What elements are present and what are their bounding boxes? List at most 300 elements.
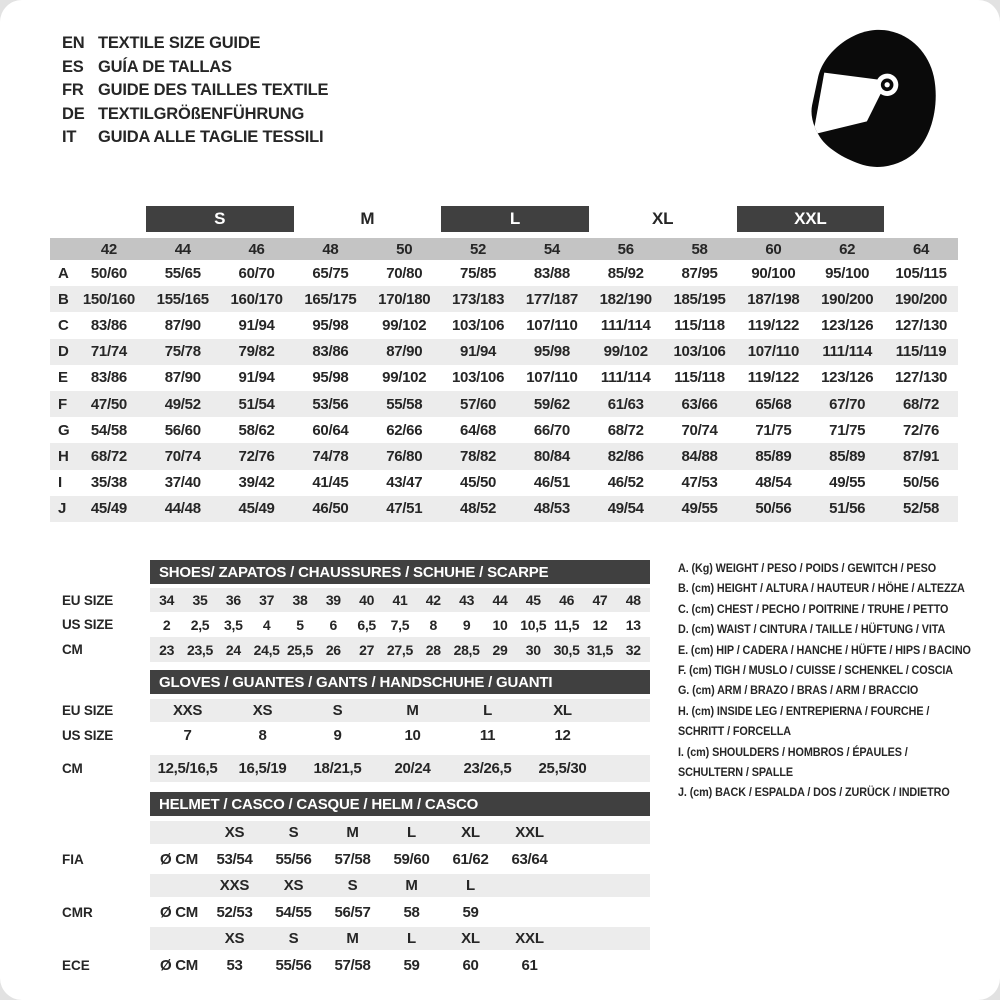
measurement-legend <box>678 558 971 803</box>
shoes-value-cell: 34 <box>159 592 175 608</box>
helmet-value-cell: 55/56 <box>275 956 312 974</box>
measurement-value-cell: 123/126 <box>821 369 874 387</box>
measurement-value-cell: 45/49 <box>238 500 275 518</box>
numeric-size-cell: 58 <box>691 240 708 258</box>
measurement-value-cell: 44/48 <box>164 500 201 518</box>
shoes-value-cell: 32 <box>625 641 641 658</box>
helmet-value-cell: 54/55 <box>275 903 312 921</box>
standard-label-column <box>48 927 150 980</box>
standard-table <box>150 874 650 927</box>
measurement-value-cell: 83/86 <box>90 316 127 334</box>
measurement-value-cell: 83/88 <box>533 264 570 282</box>
measurement-value-cell: 85/89 <box>829 447 866 465</box>
row-letter: A <box>58 264 69 282</box>
shoes-value-cell: 8 <box>429 616 438 633</box>
measurement-value-cell: 47/53 <box>681 474 718 492</box>
shoes-value-band <box>150 637 650 662</box>
row-letter: E <box>58 369 68 387</box>
shoes-value-cell: 11,5 <box>553 616 580 633</box>
shoes-value-cell: 6 <box>329 616 338 633</box>
measurement-row <box>50 391 958 417</box>
shoes-value-cell: 26 <box>325 641 341 658</box>
measurement-value-cell: 119/122 <box>747 369 800 387</box>
numeric-size-cell: 42 <box>100 240 117 258</box>
helmet-size-cell: XS <box>283 877 304 894</box>
racing-helmet-icon <box>810 28 942 170</box>
measurement-value-cell: 160/170 <box>230 290 283 308</box>
shoes-value-cell: 9 <box>462 616 471 633</box>
measurement-value-cell: 48/53 <box>533 500 570 518</box>
measurement-value-cell: 71/74 <box>90 343 127 361</box>
measurement-value-cell: 82/86 <box>607 447 644 465</box>
measurement-value-cell: 56/60 <box>164 421 201 439</box>
helmet-size-cell: M <box>405 877 418 894</box>
measurement-value-cell: 63/66 <box>681 395 718 413</box>
shoes-value-cell: 24 <box>225 641 241 658</box>
gloves-value-cell: XS <box>252 702 273 719</box>
shoes-value-cell: 24,5 <box>253 641 280 658</box>
unit-label: Ø CM <box>160 850 198 868</box>
shoes-value-cell: 10 <box>492 616 508 633</box>
helmet-value-cell: 63/64 <box>511 850 548 868</box>
size-group-header <box>50 206 958 232</box>
row-letter: I <box>58 474 62 492</box>
gloves-value-cell: 7 <box>183 727 192 744</box>
measurement-value-cell: 177/187 <box>525 290 578 308</box>
gloves-value-cell: 10 <box>404 727 421 744</box>
measurement-value-cell: 107/110 <box>526 369 578 387</box>
measurement-value-cell: 95/98 <box>533 343 570 361</box>
shoes-value-cell: 30,5 <box>553 641 580 658</box>
language-row <box>62 79 328 103</box>
measurement-value-cell: 70/80 <box>386 264 423 282</box>
gloves-value-band <box>150 699 650 722</box>
unit-label: Ø CM <box>160 956 198 974</box>
measurement-value-cell: 41/45 <box>312 474 349 492</box>
shoes-value-band <box>150 588 650 612</box>
measurement-value-cell: 51/56 <box>829 500 866 518</box>
legend-line: E. (cm) HIP / CADERA / HANCHE / HÜFTE / HIPS / BACINO <box>678 642 971 657</box>
size-group-empty <box>72 206 146 232</box>
measurement-row <box>50 286 958 312</box>
helmet-size-header-row <box>150 821 650 844</box>
unit-label: Ø CM <box>160 903 198 921</box>
legend-line: SCHRITT / FORCELLA <box>678 724 791 739</box>
row-letter: J <box>58 500 67 518</box>
language-title: TEXTILGRÖßENFÜHRUNG <box>98 104 305 123</box>
helmet-standard-ece <box>48 927 960 980</box>
measurement-value-cell: 49/55 <box>829 474 866 492</box>
helmet-value-cell: 57/58 <box>334 956 371 974</box>
shoes-value-cell: 13 <box>625 616 641 633</box>
measurement-value-cell: 79/82 <box>238 343 275 361</box>
measurement-value-cell: 61/63 <box>607 395 644 413</box>
row-label: CM <box>62 761 83 776</box>
measurement-value-cell: 91/94 <box>460 343 497 361</box>
gloves-value-cell: 23/26,5 <box>463 760 512 777</box>
shoes-value-cell: 37 <box>259 592 275 608</box>
gloves-value-cell: 12,5/16,5 <box>157 760 218 777</box>
measurement-value-cell: 45/49 <box>90 500 127 518</box>
helmet-size-cell: XS <box>224 930 245 947</box>
size-group-xl: XL <box>652 209 674 228</box>
measurement-value-cell: 87/95 <box>681 264 718 282</box>
gloves-section-title: GLOVES / GUANTES / GANTS / HANDSCHUHE / GUANTI <box>150 670 650 694</box>
numeric-size-cell: 44 <box>174 240 191 258</box>
helmet-size-cell: L <box>407 824 416 841</box>
shoes-value-cell: 6,5 <box>357 616 376 633</box>
measurement-row <box>50 470 958 496</box>
measurement-value-cell: 50/60 <box>90 264 127 282</box>
row-letter: B <box>58 290 69 308</box>
shoes-value-cell: 3,5 <box>224 616 243 633</box>
row-label: EU SIZE <box>62 703 114 718</box>
measurement-value-cell: 111/114 <box>600 369 651 387</box>
language-code: ES <box>62 57 84 76</box>
measurement-row <box>50 339 958 365</box>
helmet-size-cell: S <box>347 877 358 894</box>
shoes-value-cell: 27 <box>359 641 375 658</box>
measurement-value-cell: 165/175 <box>304 290 357 308</box>
numeric-size-cell: 64 <box>912 240 930 258</box>
helmet-value-cell: 53/54 <box>216 850 253 868</box>
measurement-value-cell: 83/86 <box>312 343 349 361</box>
helmet-size-cell: M <box>346 930 359 947</box>
row-label: CM <box>62 642 83 657</box>
legend-line: B. (cm) HEIGHT / ALTURA / HAUTEUR / HÖHE / ALTEZZA <box>678 581 965 596</box>
measurement-row <box>50 417 958 443</box>
measurement-row <box>50 365 958 391</box>
measurement-value-cell: 78/82 <box>460 447 497 465</box>
helmet-size-cell: XS <box>224 824 245 841</box>
helmet-value-cell: 55/56 <box>275 850 312 868</box>
shoes-value-cell: 42 <box>425 592 441 608</box>
helmet-value-cell: 52/53 <box>216 903 253 921</box>
standard-table <box>150 821 650 874</box>
measurement-value-cell: 68/72 <box>607 421 644 439</box>
shoes-value-cell: 27,5 <box>386 641 413 658</box>
shoes-value-cell: 36 <box>225 592 241 608</box>
measurement-value-cell: 39/42 <box>238 474 275 492</box>
measurement-value-cell: 55/65 <box>164 264 201 282</box>
measurement-value-cell: 54/58 <box>90 421 127 439</box>
measurement-value-cell: 111/114 <box>600 316 651 334</box>
measurement-value-cell: 84/88 <box>681 447 718 465</box>
language-title: TEXTILE SIZE GUIDE <box>98 34 261 53</box>
measurement-value-cell: 115/118 <box>674 316 725 334</box>
measurement-value-cell: 70/74 <box>164 447 201 465</box>
legend-line: SCHULTERN / SPALLE <box>678 765 793 780</box>
language-code: DE <box>62 104 85 123</box>
measurement-row <box>50 496 958 522</box>
standard-label: ECE <box>62 957 90 973</box>
measurement-rows <box>50 260 958 522</box>
measurement-value-cell: 66/70 <box>533 421 570 439</box>
size-groups <box>72 206 958 232</box>
measurement-value-cell: 185/195 <box>673 290 726 308</box>
measurement-value-cell: 71/75 <box>829 421 866 439</box>
numeric-size-cell: 60 <box>765 240 782 258</box>
measurement-value-cell: 99/102 <box>603 343 648 361</box>
shoes-value-cell: 25,5 <box>286 641 313 658</box>
shoes-value-cell: 48 <box>625 592 641 608</box>
language-code: EN <box>62 34 85 53</box>
measurement-value-cell: 68/72 <box>903 395 940 413</box>
helmet-value-cell: 59 <box>462 903 479 921</box>
numeric-size-cell: 52 <box>470 240 487 258</box>
shoes-value-cell: 30 <box>525 641 541 658</box>
language-title: GUIDE DES TAILLES TEXTILE <box>98 81 329 100</box>
shoes-value-cell: 31,5 <box>586 641 613 658</box>
shoes-value-cell: 43 <box>459 592 475 608</box>
measurement-value-cell: 105/115 <box>895 264 947 282</box>
measurement-value-cell: 170/180 <box>378 290 431 308</box>
helmet-value-cell: 58 <box>403 903 420 921</box>
helmet-size-cell: S <box>288 930 299 947</box>
measurement-value-cell: 46/50 <box>312 500 349 518</box>
numeric-size-band <box>50 238 958 260</box>
measurement-value-cell: 46/51 <box>533 474 570 492</box>
measurement-value-cell: 190/200 <box>894 290 948 308</box>
shoes-value-cell: 23,5 <box>186 641 214 658</box>
legend-line: G. (cm) ARM / BRAZO / BRAS / ARM / BRACCIO <box>678 683 919 698</box>
legend-line: A. (Kg) WEIGHT / PESO / POIDS / GEWITCH / PESO <box>678 561 937 575</box>
row-letter: F <box>58 395 67 413</box>
size-group-empty <box>884 206 958 232</box>
shoes-value-cell: 41 <box>392 592 408 608</box>
measurement-value-cell: 53/56 <box>312 395 349 413</box>
measurement-value-cell: 173/183 <box>451 290 505 308</box>
language-code: FR <box>62 81 84 100</box>
helmet-size-header-row <box>150 874 650 897</box>
row-label: EU SIZE <box>62 592 114 608</box>
helmet-value-cell: 56/57 <box>334 903 371 921</box>
shoes-value-cell: 29 <box>492 641 508 658</box>
legend-line: H. (cm) INSIDE LEG / ENTREPIERNA / FOURCHE / <box>678 703 930 718</box>
gloves-value-cell: XL <box>553 702 572 719</box>
gloves-value-cell: 9 <box>333 727 342 744</box>
gloves-value-cell: L <box>483 702 492 719</box>
language-row <box>62 103 328 127</box>
legend-line: F. (cm) TIGH / MUSLO / CUISSE / SCHENKEL / COSCIA <box>678 663 954 678</box>
measurement-value-cell: 50/56 <box>903 474 940 492</box>
gloves-value-band <box>150 755 650 782</box>
numeric-size-cell: 50 <box>396 240 413 258</box>
letter-column-spacer <box>50 206 72 232</box>
measurement-value-cell: 91/94 <box>238 316 275 334</box>
gloves-value-cell: 8 <box>258 727 267 744</box>
measurement-value-cell: 90/100 <box>751 264 796 282</box>
measurement-value-cell: 64/68 <box>460 421 497 439</box>
helmet-value-cell: 61/62 <box>452 850 489 868</box>
measurement-value-cell: 119/122 <box>747 316 800 334</box>
measurement-value-cell: 75/85 <box>460 264 497 282</box>
measurement-value-cell: 87/91 <box>903 447 940 465</box>
measurement-value-cell: 50/56 <box>755 500 792 518</box>
helmet-size-cell: XXL <box>515 930 544 947</box>
gloves-value-cell: XXS <box>172 702 203 719</box>
row-letter: D <box>58 343 69 361</box>
measurement-value-cell: 190/200 <box>821 290 874 308</box>
language-row <box>62 32 328 56</box>
measurement-value-cell: 75/78 <box>164 343 201 361</box>
measurement-value-cell: 65/75 <box>312 264 349 282</box>
language-code: IT <box>62 128 77 147</box>
shoes-value-cell: 12 <box>592 616 608 633</box>
gloves-value-cell: S <box>332 702 343 719</box>
standard-label: FIA <box>62 851 84 867</box>
measurement-value-cell: 155/165 <box>156 290 209 308</box>
measurement-value-cell: 87/90 <box>164 369 201 387</box>
measurement-value-cell: 49/54 <box>607 500 644 518</box>
measurement-value-cell: 80/84 <box>533 447 570 465</box>
measurement-value-cell: 103/106 <box>451 369 505 387</box>
measurement-value-cell: 87/90 <box>386 343 423 361</box>
measurement-value-cell: 182/190 <box>599 290 652 308</box>
measurement-value-cell: 46/52 <box>607 474 644 492</box>
measurement-value-cell: 60/70 <box>238 264 275 282</box>
shoes-value-cell: 38 <box>292 592 308 608</box>
helmet-value-row <box>150 950 650 980</box>
measurement-row <box>50 443 958 469</box>
measurement-value-cell: 99/102 <box>382 316 427 334</box>
shoes-value-cell: 2,5 <box>190 616 210 633</box>
standard-label-column <box>48 874 150 927</box>
helmet-standard-fia <box>48 821 960 874</box>
numeric-size-cell: 48 <box>322 240 339 258</box>
row-letter: C <box>58 316 69 334</box>
measurement-value-cell: 52/58 <box>903 500 940 518</box>
shoes-value-cell: 4 <box>262 616 271 633</box>
gloves-value-band <box>150 722 650 749</box>
measurement-value-cell: 107/110 <box>747 343 800 361</box>
measurement-value-cell: 49/52 <box>164 395 201 413</box>
measurement-value-cell: 37/40 <box>164 474 201 492</box>
measurement-value-cell: 111/114 <box>822 343 873 361</box>
standard-label-column <box>48 821 150 874</box>
measurement-value-cell: 95/98 <box>312 369 349 387</box>
measurement-row <box>50 260 958 286</box>
measurement-value-cell: 70/74 <box>681 421 718 439</box>
numeric-size-cell: 46 <box>248 240 265 258</box>
racing-helmet-icon-svg <box>810 28 942 170</box>
measurement-value-cell: 187/198 <box>747 290 800 308</box>
helmet-section-title: HELMET / CASCO / CASQUE / HELM / CASCO <box>150 792 650 816</box>
measurement-value-cell: 68/72 <box>90 447 127 465</box>
measurement-value-cell: 47/50 <box>90 395 127 413</box>
helmet-size-cell: XL <box>461 930 480 947</box>
shoes-value-cell: 35 <box>192 592 208 608</box>
shoes-value-cell: 40 <box>359 592 375 608</box>
measurement-value-cell: 103/106 <box>673 343 726 361</box>
measurement-value-cell: 35/38 <box>90 474 127 492</box>
shoes-value-cell: 47 <box>592 592 608 608</box>
gloves-value-cell: 25,5/30 <box>538 760 587 777</box>
helmet-size-cell: S <box>288 824 299 841</box>
textile-size-table <box>50 206 958 522</box>
measurement-value-cell: 48/52 <box>460 500 497 518</box>
language-title-list <box>62 32 328 150</box>
shoes-value-cell: 28 <box>425 641 441 658</box>
row-label: US SIZE <box>62 617 114 632</box>
helmet-section <box>48 792 960 980</box>
shoes-value-band <box>150 612 650 637</box>
measurement-value-cell: 65/68 <box>755 395 792 413</box>
measurement-value-cell: 150/160 <box>82 290 135 308</box>
standard-label: CMR <box>62 904 93 920</box>
shoes-value-cell: 7,5 <box>390 616 410 633</box>
size-group-l: L <box>441 206 589 232</box>
shoes-value-cell: 45 <box>525 592 541 608</box>
shoes-value-cell: 28,5 <box>453 641 480 658</box>
gloves-value-cell: 11 <box>479 727 496 744</box>
language-row <box>62 126 328 150</box>
gloves-value-cell: 16,5/19 <box>238 760 287 777</box>
shoes-value-cell: 2 <box>162 616 171 633</box>
measurement-value-cell: 103/106 <box>451 316 505 334</box>
measurement-value-cell: 91/94 <box>238 369 275 387</box>
measurement-value-cell: 85/92 <box>607 264 644 282</box>
measurement-value-cell: 48/54 <box>755 474 792 492</box>
measurement-value-cell: 43/47 <box>386 474 423 492</box>
measurement-value-cell: 127/130 <box>894 369 948 387</box>
helmet-value-cell: 53 <box>226 956 243 974</box>
numeric-size-cell: 56 <box>617 240 634 258</box>
measurement-value-cell: 83/86 <box>90 369 127 387</box>
language-title: GUÍA DE TALLAS <box>98 57 232 76</box>
measurement-value-cell: 60/64 <box>312 421 349 439</box>
numeric-size-cell: 54 <box>543 240 560 258</box>
measurement-value-cell: 55/58 <box>386 395 423 413</box>
helmet-value-cell: 60 <box>462 956 479 974</box>
measurement-value-cell: 123/126 <box>821 316 874 334</box>
legend-line: C. (cm) CHEST / PECHO / POITRINE / TRUHE / PETTO <box>678 601 949 616</box>
gloves-value-cell: M <box>406 702 419 719</box>
shoes-value-cell: 46 <box>559 592 575 608</box>
shoes-section-title: SHOES/ ZAPATOS / CHAUSSURES / SCHUHE / SCARPE <box>150 560 650 584</box>
measurement-value-cell: 62/66 <box>386 421 423 439</box>
helmet-size-cell: XXS <box>219 877 250 894</box>
measurement-value-cell: 72/76 <box>903 421 940 439</box>
language-row <box>62 56 328 80</box>
helmet-standard-cmr <box>48 874 960 927</box>
measurement-value-cell: 76/80 <box>386 447 423 465</box>
measurement-value-cell: 127/130 <box>894 316 948 334</box>
helmet-size-header-row <box>150 927 650 950</box>
gloves-value-cell: 20/24 <box>394 760 431 777</box>
helmet-size-cell: XL <box>461 824 480 841</box>
helmet-value-cell: 57/58 <box>334 850 371 868</box>
measurement-value-cell: 74/78 <box>312 447 349 465</box>
measurement-value-cell: 45/50 <box>460 474 497 492</box>
helmet-size-cell: XXL <box>515 824 544 841</box>
helmet-size-cell: L <box>466 877 475 894</box>
numeric-size-cell: 62 <box>839 240 856 258</box>
size-group-xxl: XXL <box>737 206 885 232</box>
measurement-row <box>50 312 958 338</box>
measurement-value-cell: 115/119 <box>895 343 947 361</box>
row-letter: G <box>58 421 70 439</box>
legend-line: I. (cm) SHOULDERS / HOMBROS / ÉPAULES / <box>678 744 908 759</box>
helmet-value-row <box>150 844 650 874</box>
measurement-value-cell: 99/102 <box>382 369 427 387</box>
shoes-value-cell: 44 <box>492 592 508 608</box>
measurement-value-cell: 95/98 <box>312 316 349 334</box>
shoes-value-cell: 23 <box>159 641 175 658</box>
measurement-value-cell: 59/62 <box>533 395 570 413</box>
helmet-size-cell: L <box>407 930 416 947</box>
language-title: GUIDA ALLE TAGLIE TESSILI <box>98 128 324 147</box>
